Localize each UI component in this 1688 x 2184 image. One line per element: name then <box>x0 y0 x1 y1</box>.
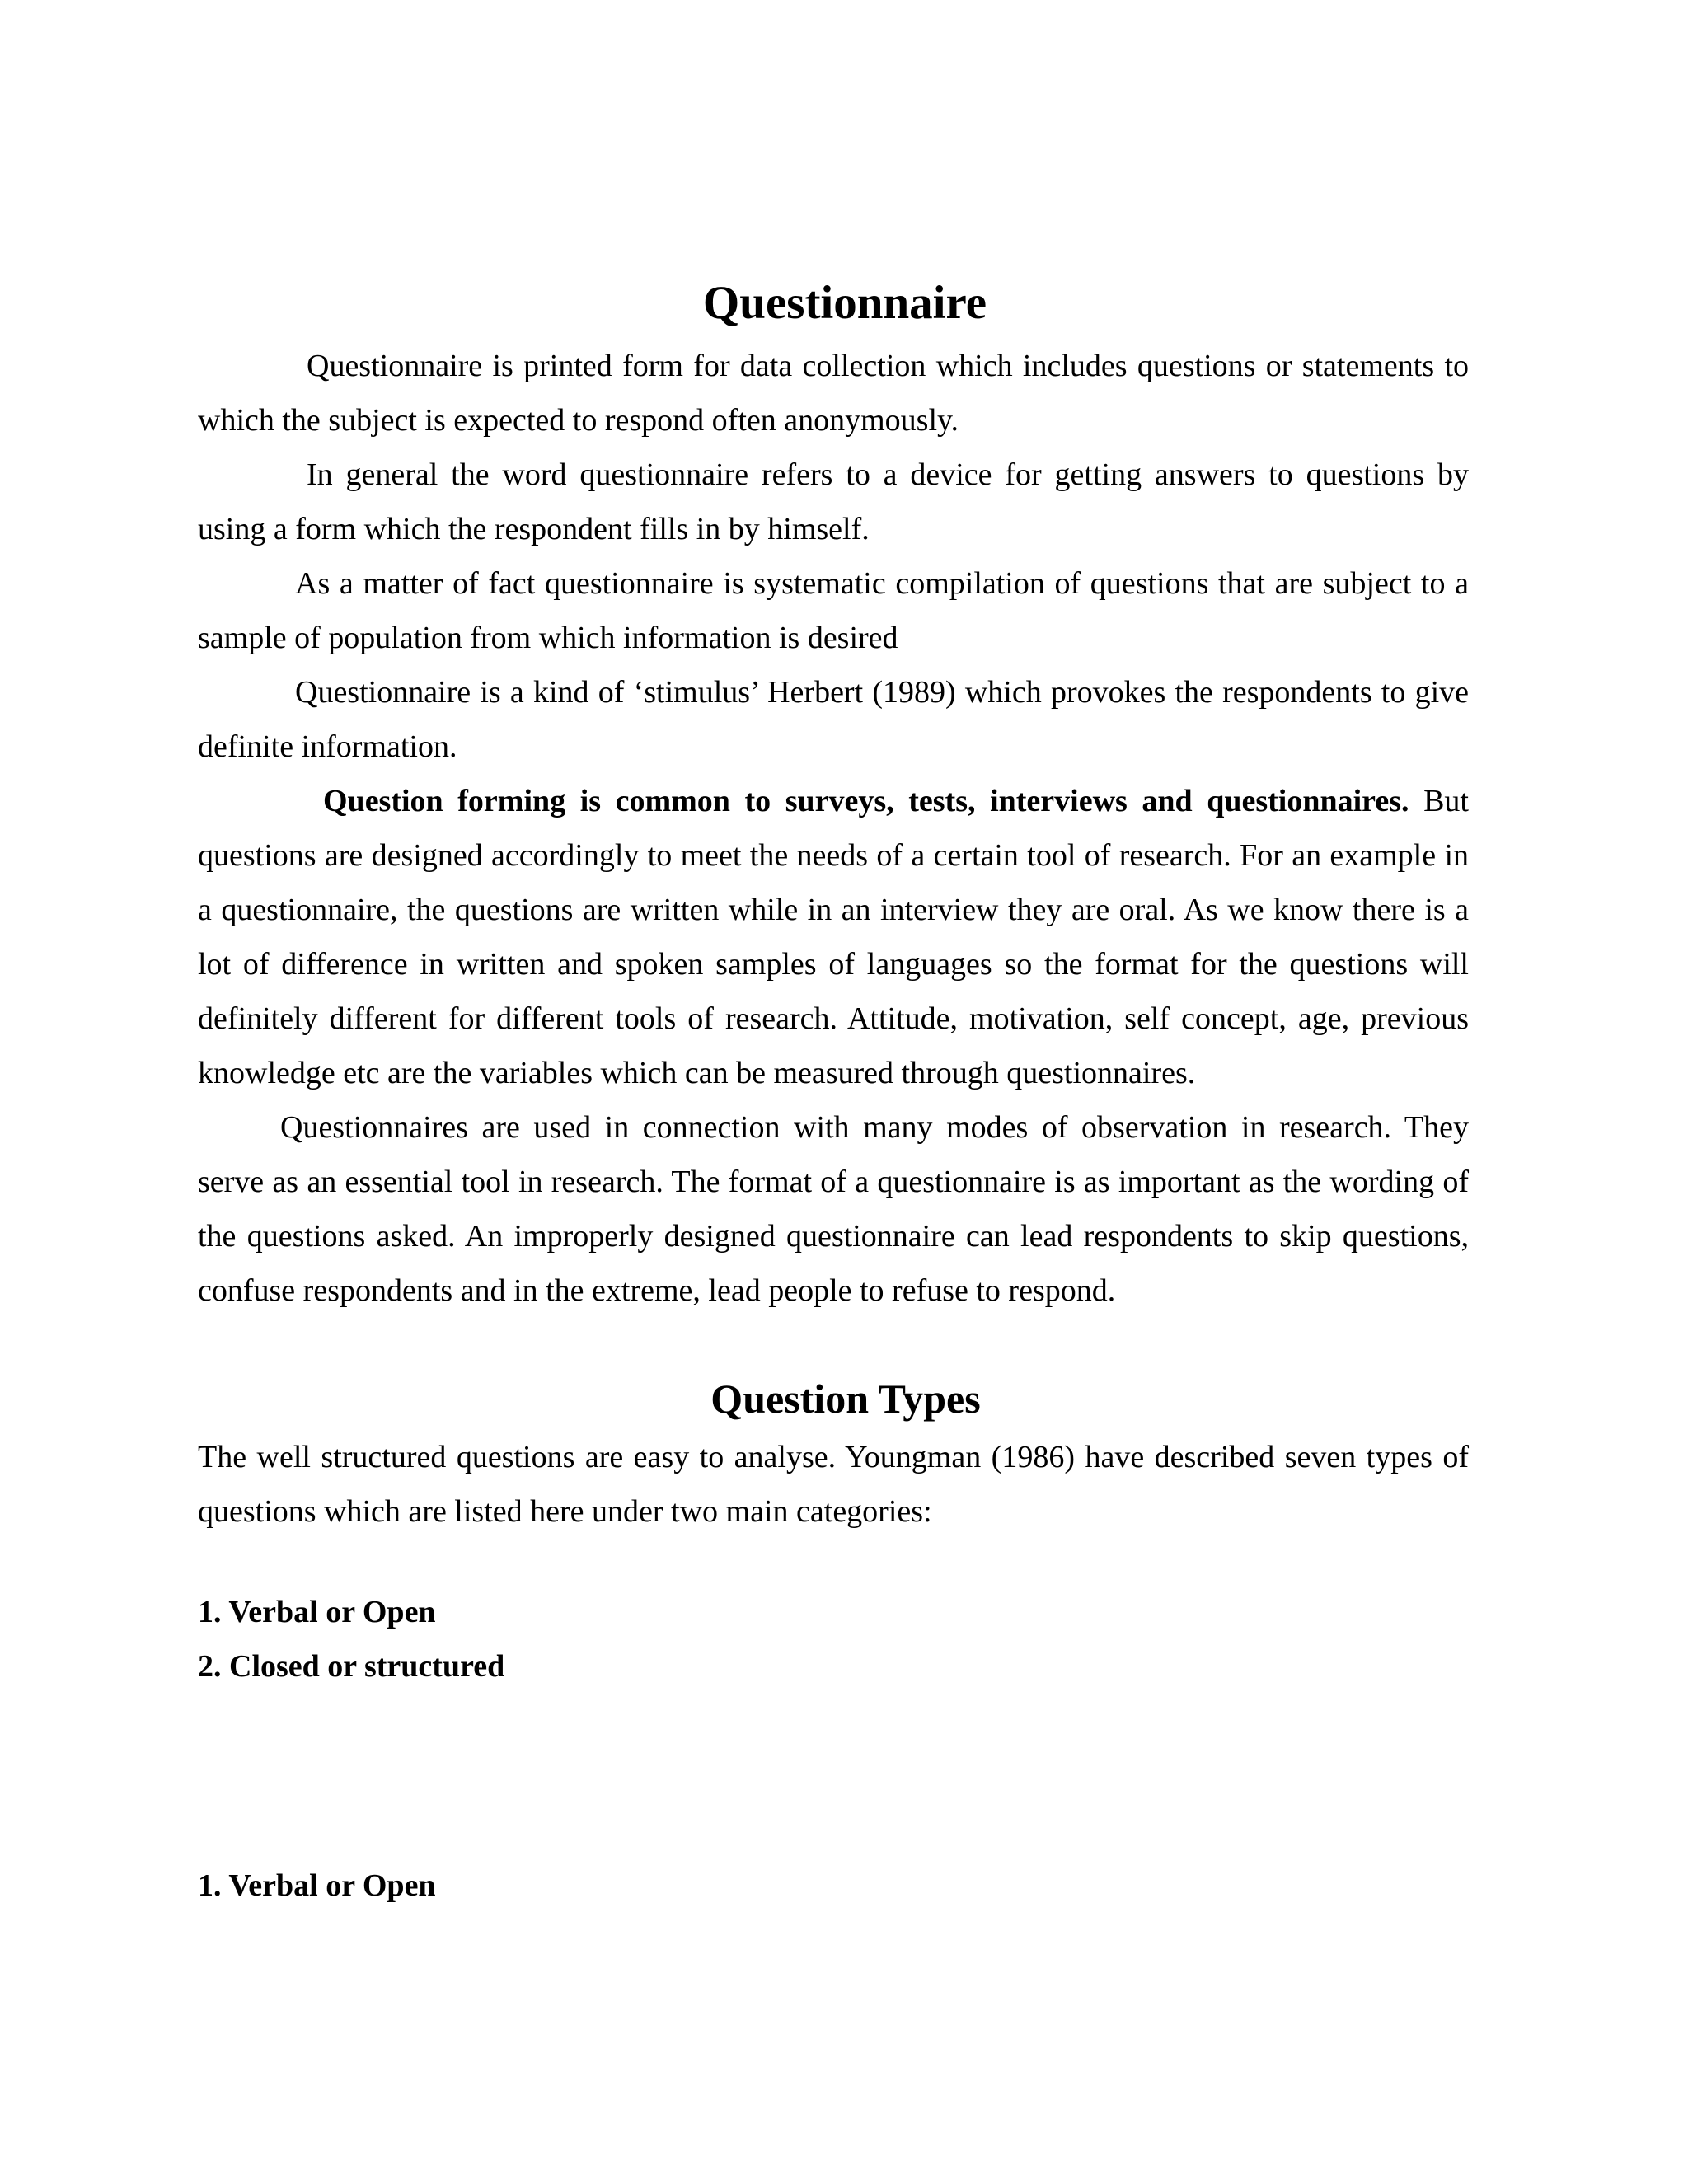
paragraph-observation-modes: Questionnaires are used in connection with many modes of observation in research. They serve as an essential tool in research. The format of a questionnaire is as important as the wording of the questions asked. An improperly designed questionnaire can lead respondents to skip questions, confuse respondents and in the extreme, lead people to refuse to respond. <box>198 1110 1469 1308</box>
section-title-question-types: Question Types <box>710 1376 981 1422</box>
question-forming-text: But questions are designed accordingly to meet the needs of a certain tool of research. For an example in a questionnaire, the questions are written while in an interview they are oral. As we know there is a lot of difference in written and spoken samples of languages so the format for the questions will definitely different for different tools of research. Attitude, motivation, self concept, age, previous knowledge etc are the variables which can be measured through questionnaires. <box>198 784 1469 1090</box>
paragraph-general-meaning: In general the word questionnaire refers to a device for getting answers to questions by using a form which the respondent fills in by himself. <box>198 457 1469 546</box>
list-item: 2. Closed or structured <box>198 1649 505 1684</box>
paragraph-systematic-compilation: As a matter of fact questionnaire is systematic compilation of questions that are subject to a sample of population from which information is desired <box>198 566 1469 655</box>
question-forming-bold-text: Question forming is common to surveys, tests, interviews and questionnaires. <box>323 784 1409 818</box>
paragraph-stimulus: Questionnaire is a kind of ‘stimulus’ Herbert (1989) which provokes the respondents to give definite information. <box>198 675 1469 764</box>
list-item: 1. Verbal or Open <box>198 1595 436 1629</box>
document-content <box>198 268 1469 1913</box>
paragraph-question-types-intro: The well structured questions are easy to analyse. Youngman (1986) have described seven types of questions which are listed here under two main categories: <box>198 1440 1469 1529</box>
question-categories-list <box>198 1585 1469 1694</box>
paragraph-question-forming <box>198 774 1469 1100</box>
subheading-verbal-open: 1. Verbal or Open <box>198 1868 436 1903</box>
document-title: Questionnaire <box>702 277 987 329</box>
paragraph-definition: Questionnaire is printed form for data collection which includes questions or statements to which the subject is expected to respond often anonymously. <box>198 349 1469 438</box>
